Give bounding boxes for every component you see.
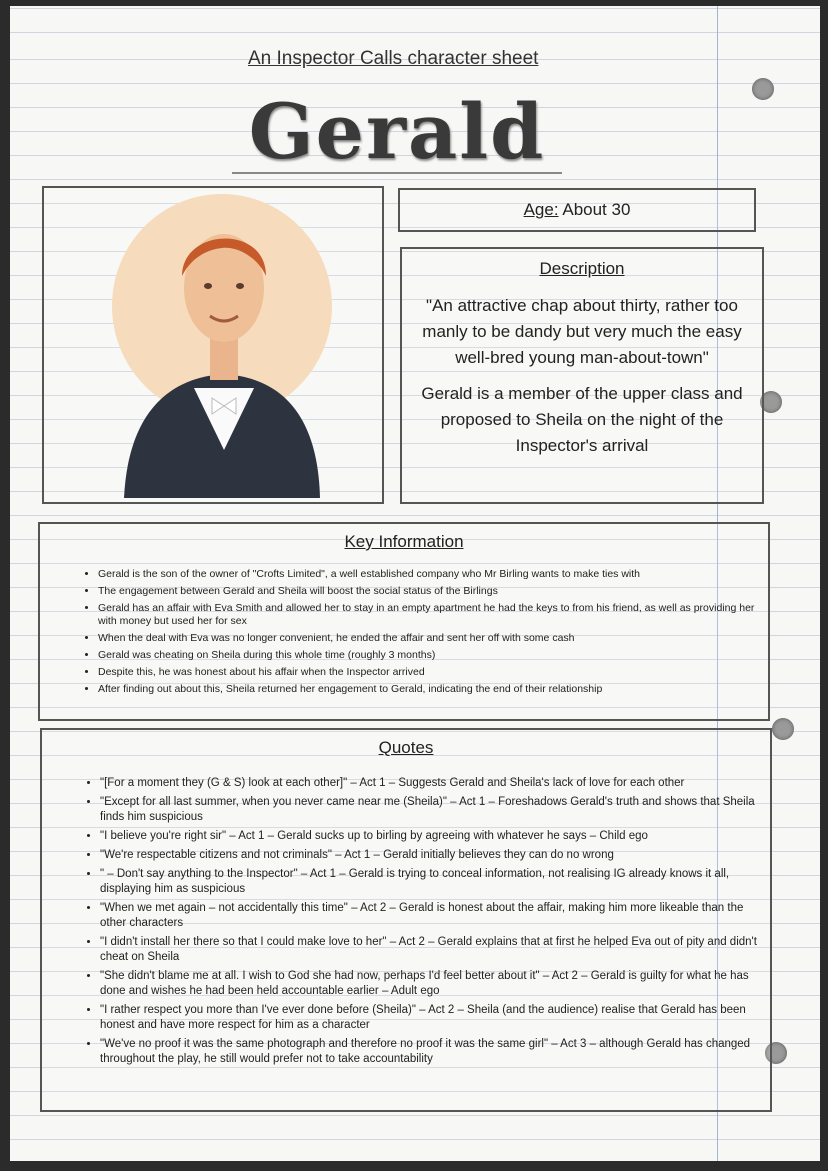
description-heading: Description	[539, 259, 625, 278]
list-item: • "I rather respect you more than I've ever done before (Sheila)" – Act 2 – Sheila (and the audience) realise that Gerald has been honest and have more respect for him as a character	[100, 1003, 758, 1033]
list-item: • Gerald has an affair with Eva Smith and allowed her to stay in an empty apartment he had the keys to from his friend, as well as providing her with money but used her for sex	[98, 602, 756, 628]
list-item: • Gerald was cheating on Sheila during this whole time (roughly 3 months)	[98, 649, 756, 662]
quotes-heading: Quotes	[378, 738, 434, 757]
key-information-list	[70, 568, 756, 700]
age-box	[398, 188, 756, 232]
list-item: • Gerald is the son of the owner of "Crofts Limited", a well established company who Mr Birling wants to make ties with	[98, 568, 756, 581]
list-item: • "We're respectable citizens and not criminals" – Act 1 – Gerald initially believes they can do no wrong	[100, 848, 758, 863]
character-name: Gerald	[232, 92, 562, 174]
paper-sheet	[10, 6, 820, 1161]
description-body: Gerald is a member of the upper class and proposed to Sheila on the night of the Inspector's arrival	[421, 384, 743, 455]
list-item: • After finding out about this, Sheila returned her engagement to Gerald, indicating the end of their relationship	[98, 683, 756, 696]
portrait-box	[42, 186, 384, 504]
list-item: • "When we met again – not accidentally this time" – Act 2 – Gerald is honest about the affair, making him more likeable than the other characters	[100, 901, 758, 931]
list-item: • "Except for all last summer, when you never came near me (Sheila)" – Act 1 – Foreshadows Gerald's truth and shows that Sheila finds him suspicious	[100, 795, 758, 825]
list-item: • "We've no proof it was the same photograph and therefore no proof it was the same girl" – Act 3 – although Gerald has changed throughout the play, he still would prefer not to take accountability	[100, 1037, 758, 1067]
age-value: About 30	[562, 200, 631, 219]
key-information-heading: Key Information	[344, 532, 464, 551]
list-item: • "[For a moment they (G & S) look at each other]" – Act 1 – Suggests Gerald and Sheila's lack of love for each other	[100, 776, 758, 791]
description-quote: "An attractive chap about thirty, rather too manly to be dandy but very much the easy well-bred young man-about-town"	[422, 296, 742, 367]
age-label: Age:	[523, 200, 559, 219]
description-box	[400, 247, 764, 504]
age-line	[400, 200, 754, 220]
list-item: • Despite this, he was honest about his affair when the Inspector arrived	[98, 666, 756, 679]
key-information-box	[38, 522, 770, 721]
list-item: • The engagement between Gerald and Sheila will boost the social status of the Birlings	[98, 585, 756, 598]
list-item: • "I believe you're right sir" – Act 1 – Gerald sucks up to birling by agreeing with whatever he says – Child ego	[100, 829, 758, 844]
list-item: • When the deal with Eva was no longer convenient, he ended the affair and sent her off with some cash	[98, 632, 756, 645]
list-item: • " – Don't say anything to the Inspector" – Act 1 – Gerald is trying to conceal information, not realising IG already knows it all, displaying him as suspicious	[100, 867, 758, 897]
punch-hole	[752, 78, 774, 100]
quotes-box	[40, 728, 772, 1112]
list-item: • "She didn't blame me at all. I wish to God she had now, perhaps I'd feel better about it" – Act 2 – Gerald is guilty for what he has done and wishes he had been held accountable earlier – Adult ego	[100, 969, 758, 999]
sheet-title: An Inspector Calls character sheet	[248, 48, 539, 69]
punch-hole	[772, 718, 794, 740]
quotes-list	[72, 776, 758, 1071]
list-item: • "I didn't install her there so that I could make love to her" – Act 2 – Gerald explains that at first he helped Eva out of pity and didn't cheat on Sheila	[100, 935, 758, 965]
man-in-tuxedo-portrait-icon	[44, 188, 382, 502]
